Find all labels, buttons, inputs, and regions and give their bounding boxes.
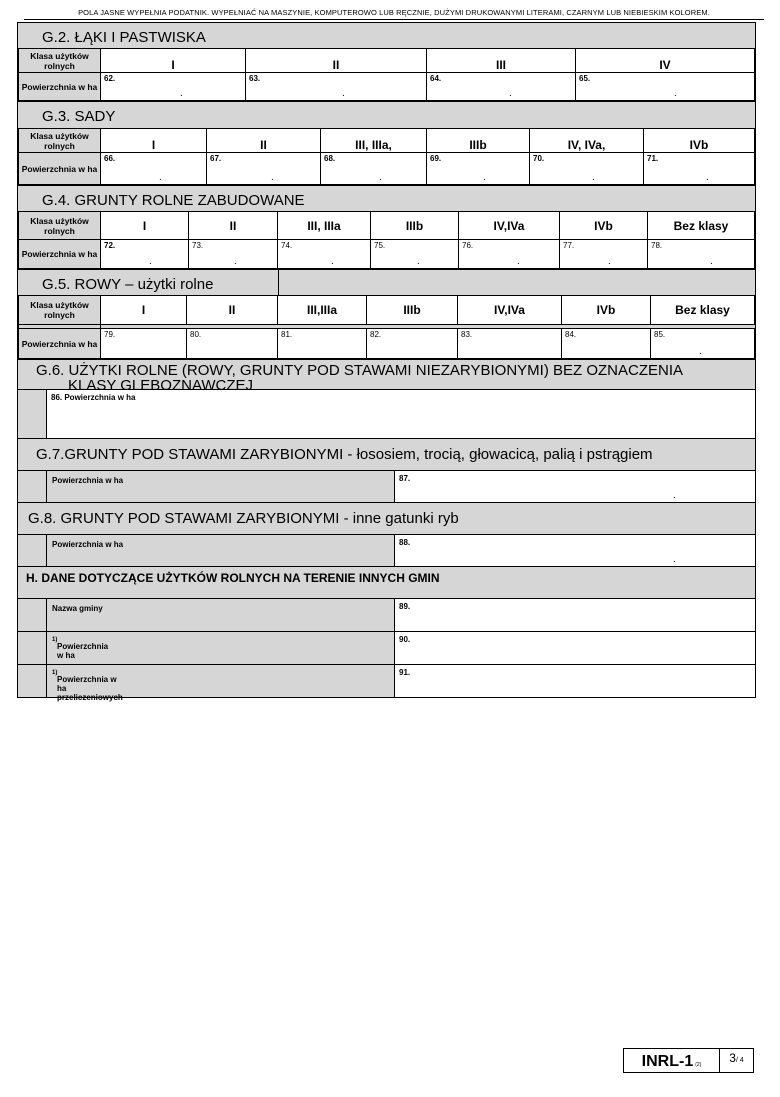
area-field[interactable]: 72. . (101, 240, 189, 269)
section-title: KLASY GLEBOZNAWCZEJ (68, 377, 254, 389)
h-row-area (18, 631, 755, 664)
area-label-text (52, 637, 109, 660)
section-g4 (17, 185, 756, 269)
gutter (18, 471, 47, 502)
class-header: IIIb (367, 296, 458, 325)
area-field[interactable]: 64. . (427, 73, 576, 101)
area-label-main: Powierzchnia w ha (57, 642, 109, 660)
gmina-name-field[interactable] (395, 599, 755, 631)
page-total: / 4 (735, 1057, 744, 1064)
area-field[interactable] (458, 329, 562, 359)
section-g2 (17, 22, 756, 101)
area-field[interactable]: 62. . (101, 73, 246, 101)
section-title: G.3. SADY (42, 108, 116, 125)
field-number: 86. Powierzchnia w ha (51, 393, 136, 402)
g7-row (18, 470, 755, 502)
area-field[interactable] (187, 329, 278, 359)
field-number: 64. (430, 74, 442, 83)
area-field[interactable]: 65. . (576, 73, 755, 101)
area-field[interactable]: 74. . (278, 240, 371, 269)
section-title: G.5. ROWY – użytki rolne (42, 276, 214, 293)
g3-table (18, 128, 755, 185)
field-number: 89. (399, 602, 411, 611)
area-field[interactable]: 78. . (648, 240, 755, 269)
converted-area-label (47, 665, 395, 702)
g6-row (18, 389, 755, 438)
field-number: 81. (281, 330, 293, 339)
field-number: 91. (399, 668, 411, 677)
area-field[interactable] (562, 329, 651, 359)
form-version: (2) (695, 1062, 702, 1068)
section-header (18, 185, 755, 211)
area-field[interactable] (47, 390, 755, 438)
field-number: 70. (533, 154, 545, 163)
field-number: 74. (281, 241, 293, 250)
h-row-gmina (18, 598, 755, 631)
section-h (17, 566, 756, 702)
field-number: 65. (579, 74, 591, 83)
area-field[interactable]: 67. . (207, 153, 321, 185)
section-header (18, 101, 755, 128)
class-header: IVb (644, 129, 755, 153)
area-field[interactable]: 88. . (395, 535, 755, 566)
form-page (17, 22, 756, 702)
gmina-label-text: Nazwa gminy (52, 604, 103, 613)
class-header: III, IIIa (278, 212, 371, 240)
area-field[interactable] (395, 632, 755, 664)
field-number: 83. (461, 330, 473, 339)
area-label: Powierzchnia w ha (19, 153, 101, 185)
section-g7 (17, 438, 756, 502)
section-title: H. DANE DOTYCZĄCE UŻYTKÓW ROLNYCH NA TERENIE INNYCH GMIN (26, 571, 440, 585)
gutter (18, 599, 47, 631)
section-title: G.7.GRUNTY POD STAWAMI ZARYBIONYMI - łososiem, trocią, głowacicą, palią i pstrągiem (36, 446, 653, 463)
gutter (18, 665, 47, 697)
class-label: Klasa użytków rolnych (19, 129, 101, 153)
field-number: 80. (190, 330, 202, 339)
area-label (47, 471, 395, 502)
area-field[interactable] (101, 329, 187, 359)
class-header: Bez klasy (648, 212, 755, 240)
area-label-text: Powierzchnia w ha (52, 476, 124, 485)
converted-area-label-text (52, 670, 123, 702)
area-field[interactable]: 77. . (560, 240, 648, 269)
gutter (18, 632, 47, 664)
g8-row (18, 534, 755, 566)
field-number: 87. (399, 474, 411, 483)
class-label: Klasa użytków rolnych (19, 49, 101, 73)
footnote-marker: 1) (52, 670, 58, 676)
class-header: I (101, 212, 189, 240)
divider (24, 19, 764, 20)
field-number: 79. (104, 330, 116, 339)
section-header (18, 359, 755, 389)
page-current: 3 (729, 1051, 736, 1065)
class-header: Bez klasy (651, 296, 755, 325)
gutter (18, 390, 47, 438)
class-header: IV,IVa (458, 296, 562, 325)
class-header: IIIb (427, 129, 530, 153)
field-number: 67. (210, 154, 222, 163)
class-header: III,IIIa (278, 296, 367, 325)
area-label: Powierzchnia w ha (19, 329, 101, 359)
divider (278, 270, 279, 295)
area-field[interactable]: 87. . (395, 471, 755, 502)
class-header: IV,IVa (459, 212, 560, 240)
g2-table (18, 48, 755, 101)
class-header: III, IIIa, (321, 129, 427, 153)
class-header: II (187, 296, 278, 325)
section-g6 (17, 359, 756, 438)
field-number: 68. (324, 154, 336, 163)
footnote-marker: 1) (52, 637, 58, 643)
section-header (18, 566, 755, 598)
area-field[interactable]: 66. . (101, 153, 207, 185)
class-header: II (207, 129, 321, 153)
section-g3 (17, 101, 756, 185)
area-field[interactable]: 76. . (459, 240, 560, 269)
area-label: Powierzchnia w ha (19, 73, 101, 101)
area-field[interactable]: 69. . (427, 153, 530, 185)
section-header (18, 22, 755, 48)
area-label (47, 632, 395, 664)
field-number: 90. (399, 635, 411, 644)
section-title: G.2. ŁĄKI I PASTWISKA (42, 29, 206, 46)
class-header: IVb (562, 296, 651, 325)
class-header: I (101, 296, 187, 325)
field-number: 78. (651, 241, 663, 250)
form-code-text: INRL-1 (641, 1053, 694, 1070)
area-label (47, 535, 395, 566)
gutter (18, 535, 47, 566)
gmina-label (47, 599, 395, 631)
class-header: I (101, 49, 246, 73)
field-number: 69. (430, 154, 442, 163)
class-label: Klasa użytków rolnych (19, 296, 101, 325)
field-number: 63. (249, 74, 261, 83)
section-header (18, 269, 755, 295)
area-field[interactable]: 75. . (371, 240, 459, 269)
class-header: IVb (560, 212, 648, 240)
field-number: 66. (104, 154, 116, 163)
section-title: G.8. GRUNTY POD STAWAMI ZARYBIONYMI - inne gatunki ryb (28, 510, 459, 527)
form-code (624, 1049, 720, 1072)
field-number: 62. (104, 74, 116, 83)
section-title: G.4. GRUNTY ROLNE ZABUDOWANE (42, 192, 305, 209)
area-field[interactable] (278, 329, 367, 359)
area-field[interactable]: 63. . (246, 73, 427, 101)
area-field[interactable] (367, 329, 458, 359)
field-number: 72. (104, 241, 116, 250)
field-number: 77. (563, 241, 575, 250)
class-label: Klasa użytków rolnych (19, 212, 101, 240)
field-number: 71. (647, 154, 659, 163)
field-number: 84. (565, 330, 577, 339)
class-header: IV, IVa, (530, 129, 644, 153)
section-title: G.6. UŻYTKI ROLNE (ROWY, GRUNTY POD STAWAMI NIEZARYBIONYMI) BEZ OZNACZENIA (36, 362, 684, 379)
h-row-area-converted (18, 664, 755, 702)
g4-table (18, 211, 755, 269)
field-number: 85. (654, 330, 666, 339)
class-header: II (189, 212, 278, 240)
area-label: Powierzchnia w ha (19, 240, 101, 269)
form-id-box (623, 1048, 754, 1073)
page-number (720, 1049, 753, 1072)
area-field[interactable]: 71. . (644, 153, 755, 185)
field-number: 75. (374, 241, 386, 250)
class-header: IV (576, 49, 755, 73)
class-header: IIIb (371, 212, 459, 240)
area-label-text: Powierzchnia w ha (52, 540, 124, 549)
class-header: II (246, 49, 427, 73)
g5-table (18, 295, 755, 359)
field-number: 73. (192, 241, 204, 250)
instructions-note: POLA JASNE WYPEŁNIA PODATNIK. WYPEŁNIAĆ NA MASZYNIE, KOMPUTEROWO LUB RĘCZNIE, DUŻYMI DRUKOWANYMI LITERAMI, CZARNYM LUB NIEBIESKIM KOLOREM. (78, 8, 710, 17)
converted-area-field[interactable] (395, 665, 755, 697)
field-number: 76. (462, 241, 474, 250)
section-header (18, 438, 755, 470)
class-header: III (427, 49, 576, 73)
section-header (18, 502, 755, 534)
field-number: 88. (399, 538, 411, 547)
area-field[interactable]: 70. . (530, 153, 644, 185)
section-g5 (17, 269, 756, 359)
section-g8 (17, 502, 756, 566)
area-field[interactable]: 85. . (651, 329, 755, 359)
field-number: 82. (370, 330, 382, 339)
area-field[interactable]: 68. . (321, 153, 427, 185)
class-header: I (101, 129, 207, 153)
area-field[interactable]: 73. . (189, 240, 278, 269)
converted-area-label-main: Powierzchnia w ha przeliczeniowych (57, 675, 123, 702)
